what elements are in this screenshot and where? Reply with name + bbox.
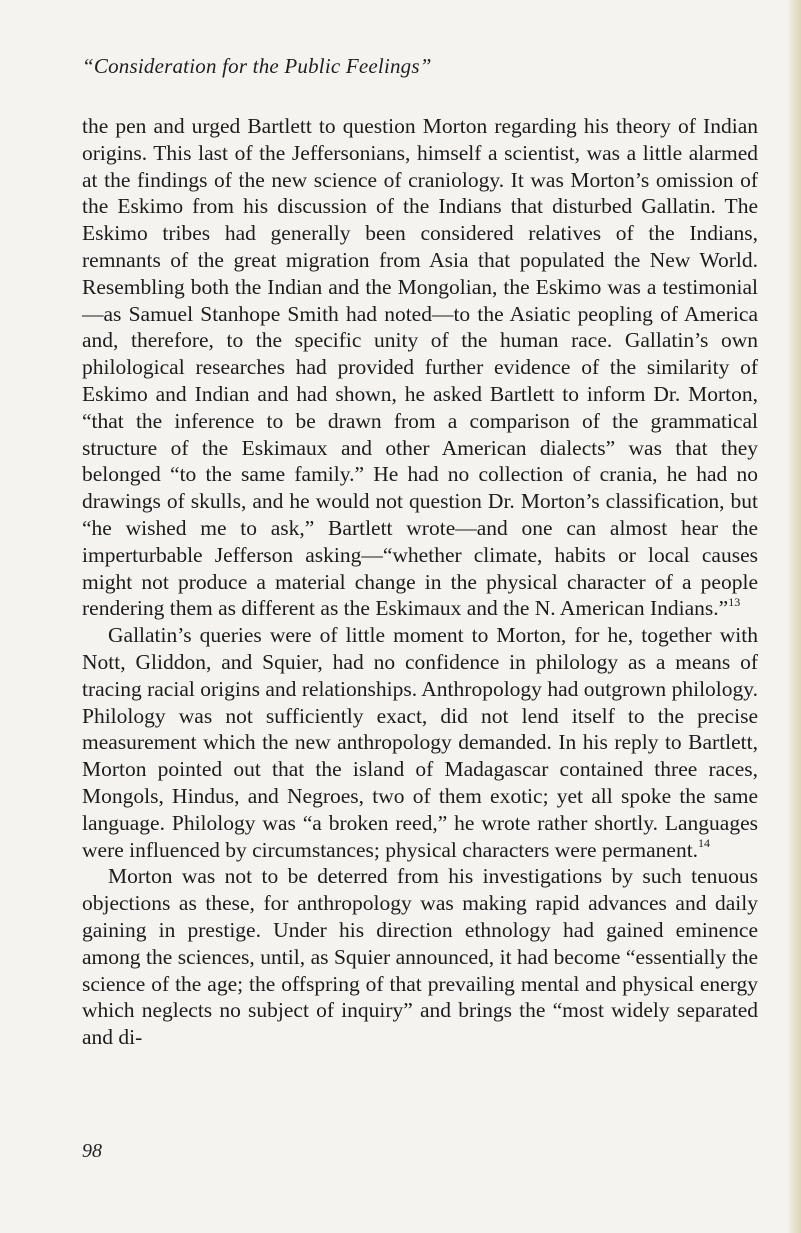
paragraph-text: Gallatin’s queries were of little moment to Morton, for he, together with Nott, Gliddon, and Squier, had no confidence in philology as a means of tracing racial origins and relationships. Anthropology had outgrown philology. Philology was not sufficiently exact, did not lend itself to the precise measurement which the new anthropology demanded. In his reply to Bartlett, Morton pointed out that the island of Madagascar contained three races, Mongols, Hindus, and Negroes, two of them exotic; yet all spoke the same language. Philology was “a broken reed,” he wrote rather shortly. Languages were influenced by circumstances; physical characters were permanent. — [82, 623, 758, 862]
body-text — [82, 113, 758, 1051]
running-head: “Consideration for the Public Feelings” — [82, 54, 432, 78]
page-edge-shadow — [787, 0, 801, 1233]
page-number: 98 — [82, 1140, 102, 1162]
paragraph — [82, 863, 758, 1051]
paragraph-text: Morton was not to be deterred from his investigations by such tenuous objections as these, for anthropology was making rapid advances and daily gaining in prestige. Under his direction ethnology had gained eminence among the sciences, until, as Squier announced, it had become “essentially the science of the age; the offspring of that prevailing mental and physical energy which neglects no subject of inquiry” and brings the “most widely separated and di- — [82, 864, 758, 1050]
paragraph-text: the pen and urged Bartlett to question Morton regarding his theory of Indian origins. This last of the Jeffersonians, himself a scientist, was a little alarmed at the findings of the new science of craniology. It was Morton’s omission of the Eskimo from his discussion of the Indians that disturbed Gallatin. The Eskimo tribes had generally been considered relatives of the Indians, remnants of the great migration from Asia that populated the New World. Resembling both the Indian and the Mongolian, the Eskimo was a testimonial—as Samuel Stanhope Smith had noted—to the Asiatic peopling of America and, therefore, to the specific unity of the human race. Gallatin’s own philological researches had provided further evidence of the similarity of Eskimo and Indian and had shown, he asked Bartlett to inform Dr. Morton, “that the inference to be drawn from a comparison of the grammatical structure of the Eskimaux and other American dialects” was that they belonged “to the same family.” He had no collection of crania, he had no drawings of skulls, and he would not question Dr. Morton’s classification, but “he wished me to ask,” Bartlett wrote—and one can almost hear the imperturbable Jefferson asking—“whether climate, habits or local causes might not produce a material change in the physical character of a people rendering them as different as the Eskimaux and the N. American Indians.” — [82, 114, 758, 621]
paragraph — [82, 113, 758, 622]
paragraph — [82, 622, 758, 863]
footnote-ref[interactable]: 13 — [728, 595, 741, 610]
footnote-ref[interactable]: 14 — [698, 836, 711, 851]
